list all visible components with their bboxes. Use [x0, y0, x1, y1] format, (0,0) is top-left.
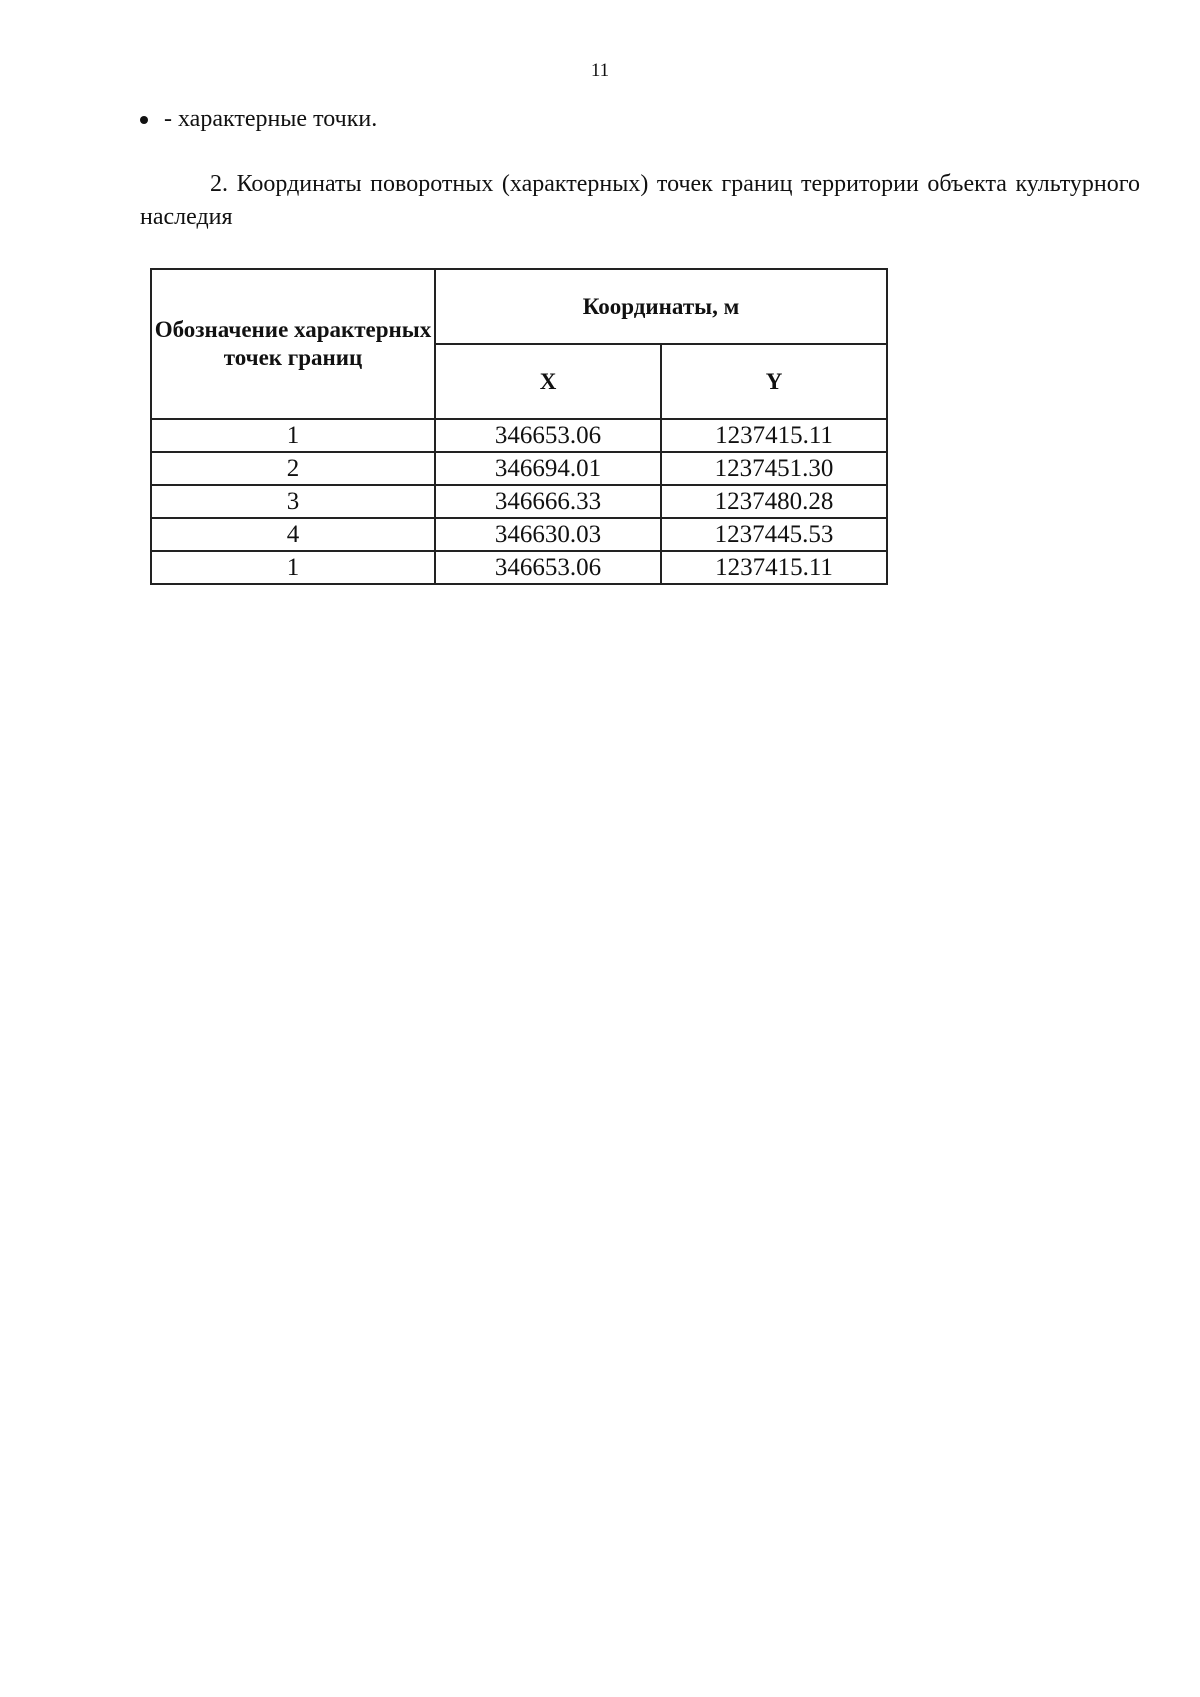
cell-y: 1237415.11: [661, 419, 887, 452]
cell-x: 346653.06: [435, 419, 661, 452]
cell-x: 346666.33: [435, 485, 661, 518]
legend-line: [140, 106, 377, 133]
cell-x: 346653.06: [435, 551, 661, 584]
cell-x: 346694.01: [435, 452, 661, 485]
table-row: [151, 485, 887, 518]
column-header-designation: Обозначение характерных точек границ: [151, 269, 435, 419]
cell-point: 1: [151, 419, 435, 452]
table-row: [151, 518, 887, 551]
coordinates-table: [150, 268, 888, 585]
legend-text: - характерные точки.: [164, 106, 378, 132]
column-header-y: Y: [661, 344, 887, 419]
cell-x: 346630.03: [435, 518, 661, 551]
table-row: [151, 551, 887, 584]
cell-y: 1237480.28: [661, 485, 887, 518]
cell-y: 1237451.30: [661, 452, 887, 485]
table-row: [151, 419, 887, 452]
cell-point: 2: [151, 452, 435, 485]
cell-y: 1237445.53: [661, 518, 887, 551]
cell-point: 4: [151, 518, 435, 551]
table-row: [151, 452, 887, 485]
page-number: 11: [590, 60, 610, 81]
cell-point: 3: [151, 485, 435, 518]
cell-point: 1: [151, 551, 435, 584]
column-header-x: X: [435, 344, 661, 419]
cell-y: 1237415.11: [661, 551, 887, 584]
column-header-coordinates: Координаты, м: [435, 269, 887, 344]
section-heading: 2. Координаты поворотных (характерных) точек границ территории объекта культурного наследия: [140, 171, 1140, 230]
bullet-point-icon: [140, 116, 148, 124]
